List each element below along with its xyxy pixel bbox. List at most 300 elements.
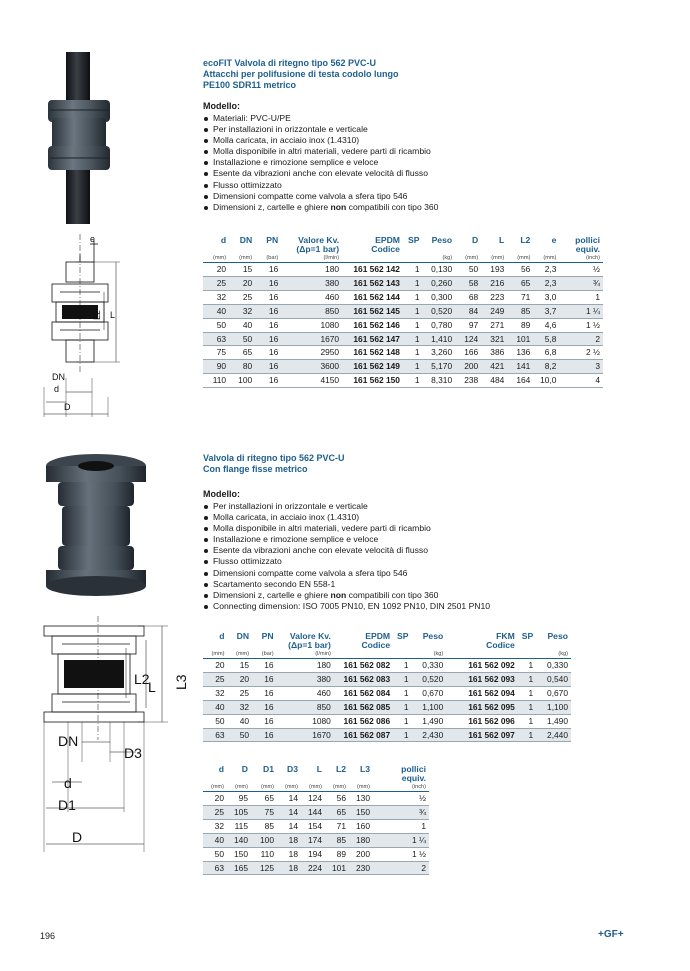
column-header-label: L bbox=[316, 764, 322, 774]
table-cell: 8,2 bbox=[544, 361, 557, 372]
column-unit bbox=[559, 254, 603, 263]
section1-text bbox=[203, 58, 623, 213]
column-header-sublabel bbox=[539, 641, 568, 650]
column-unit-label: (mm) bbox=[234, 784, 248, 790]
column-unit-label: (mm) bbox=[491, 255, 505, 261]
column-header-label: SP bbox=[521, 631, 534, 641]
table-cell: 180 bbox=[356, 834, 370, 845]
column-header-sublabel bbox=[352, 774, 370, 783]
table-cell: 3 bbox=[595, 361, 600, 372]
table-cell: 3,0 bbox=[544, 291, 557, 302]
column-header bbox=[228, 632, 253, 650]
column-header-sublabel bbox=[255, 641, 274, 650]
table-cell: 18 bbox=[288, 848, 298, 859]
table-cell: 0,520 bbox=[431, 305, 453, 316]
column-header-sublabel bbox=[406, 245, 420, 254]
column-header-sublabel bbox=[206, 641, 225, 650]
column-unit bbox=[251, 783, 277, 792]
column-header bbox=[277, 632, 334, 650]
table-cell: 3,260 bbox=[431, 347, 453, 358]
table-cell: 58 bbox=[468, 277, 479, 288]
table-row bbox=[203, 805, 429, 819]
table-cell: 140 bbox=[234, 834, 248, 845]
table-row bbox=[203, 263, 603, 277]
column-unit bbox=[203, 254, 229, 263]
feature-item: Scartamento secondo EN 558-1 bbox=[203, 579, 623, 590]
column-unit bbox=[255, 254, 281, 263]
diagram2-label-dn: DN bbox=[58, 733, 79, 749]
section2-table2-body bbox=[203, 792, 429, 875]
feature-item: Esente da vibrazioni anche con elevate velocità di flusso bbox=[203, 545, 623, 556]
table-cell: 56 bbox=[521, 264, 531, 274]
table-cell: 161 562 142 bbox=[353, 264, 400, 274]
column-unit bbox=[325, 783, 349, 792]
column-header-label: Peso bbox=[547, 631, 568, 641]
column-header bbox=[334, 632, 393, 650]
feature-item: Flusso ottimizzato bbox=[203, 556, 623, 567]
column-header-sublabel bbox=[206, 245, 226, 254]
section2-model-heading: Modello: bbox=[203, 489, 240, 499]
column-header-label: DN bbox=[236, 631, 250, 641]
column-header bbox=[423, 236, 456, 254]
column-header-sublabel bbox=[521, 641, 533, 650]
column-header-sublabel bbox=[254, 774, 274, 783]
table-row bbox=[203, 332, 603, 346]
feature-item bbox=[203, 590, 623, 601]
table-cell: 1 bbox=[414, 361, 420, 372]
table-row bbox=[203, 360, 603, 374]
table-cell: 0,670 bbox=[547, 687, 568, 698]
table-cell: 71 bbox=[521, 291, 531, 302]
section1-title-line: PE100 SDR11 metrico bbox=[203, 80, 297, 90]
table-cell: 110 bbox=[260, 848, 274, 859]
feature-text: compatibili con tipo 360 bbox=[346, 589, 439, 600]
table-cell: 1 bbox=[595, 291, 600, 302]
table-cell: 25 bbox=[216, 277, 227, 288]
table-cell: 25 bbox=[215, 673, 225, 684]
column-unit bbox=[403, 254, 423, 263]
table-cell: 50 bbox=[242, 333, 253, 344]
section2-table1-wrap bbox=[203, 632, 571, 742]
table-cell: 386 bbox=[490, 347, 505, 358]
column-header-sublabel bbox=[206, 774, 224, 783]
table-cell: 1 bbox=[403, 673, 409, 684]
table-cell: 25 bbox=[242, 291, 253, 302]
feature-item: Per installazioni in orizzontale e verticale bbox=[203, 501, 623, 512]
section1-title-line: Attacchi per polifusione di testa codolo lungo bbox=[203, 69, 399, 79]
column-header-sublabel bbox=[280, 774, 298, 783]
table-cell: 1670 bbox=[312, 729, 331, 740]
table-cell: 65 bbox=[264, 793, 274, 803]
table-cell: 136 bbox=[516, 347, 531, 358]
column-unit-label: (inch) bbox=[412, 784, 426, 790]
table-header-row bbox=[203, 765, 429, 783]
table-cell: 25 bbox=[214, 806, 224, 817]
table-cell: 89 bbox=[521, 319, 531, 330]
table-cell: 20 bbox=[242, 277, 253, 288]
column-unit bbox=[423, 254, 456, 263]
table-cell: 1 ½ bbox=[412, 848, 426, 859]
table-cell: 0,330 bbox=[422, 660, 444, 670]
column-header bbox=[533, 236, 559, 254]
diagram2-label-d-big: D bbox=[72, 829, 83, 845]
column-header-label: L2 bbox=[335, 764, 346, 774]
section2-text bbox=[203, 453, 623, 612]
diagram1-label-l2: L2 bbox=[92, 309, 102, 320]
column-header-label: FKM bbox=[496, 631, 515, 641]
table-cell: 130 bbox=[356, 793, 370, 803]
column-header-sublabel: (Δp=1 bar) bbox=[288, 640, 331, 650]
table-cell: 20 bbox=[239, 673, 250, 684]
table-cell: 2 ½ bbox=[586, 347, 600, 358]
column-header-label: D1 bbox=[263, 764, 274, 774]
column-header-label: EPDM bbox=[365, 631, 391, 641]
diagram1-label-dn: DN bbox=[52, 372, 65, 382]
table-cell: 16 bbox=[264, 729, 274, 740]
table-cell: ¾ bbox=[593, 277, 600, 288]
table-cell: 1,410 bbox=[431, 333, 453, 344]
feature-item: Molla disponibile in altri materiali, vedere parti di ricambio bbox=[203, 146, 623, 157]
diagram2-label-d3: D3 bbox=[124, 745, 142, 761]
table-cell: 16 bbox=[268, 375, 279, 386]
column-header bbox=[349, 765, 373, 783]
column-header-sublabel bbox=[536, 245, 556, 254]
table-cell: 141 bbox=[516, 361, 531, 372]
column-unit-label: (kg) bbox=[442, 255, 453, 261]
section2-title-line: Valvola di ritegno tipo 562 PVC-U bbox=[203, 453, 345, 463]
table-cell: 124 bbox=[308, 793, 322, 803]
section2-title-line: Con flange fisse metrico bbox=[203, 464, 308, 474]
table-cell: 161 562 082 bbox=[343, 660, 391, 670]
column-header-sublabel bbox=[458, 245, 478, 254]
column-header bbox=[536, 632, 571, 650]
column-unit bbox=[281, 254, 342, 263]
table-cell: 1,490 bbox=[547, 715, 568, 726]
table-cell: 15 bbox=[239, 660, 250, 670]
column-header bbox=[559, 236, 603, 254]
column-header-label: d bbox=[218, 764, 224, 774]
table-cell: 161 562 150 bbox=[353, 375, 400, 386]
column-header bbox=[252, 632, 277, 650]
column-unit bbox=[373, 783, 429, 792]
table-cell: 1 bbox=[414, 291, 420, 302]
table-cell: 1 bbox=[421, 820, 426, 831]
column-header bbox=[325, 765, 349, 783]
table-cell: 18 bbox=[288, 834, 298, 845]
table-cell: 16 bbox=[264, 701, 274, 712]
column-header-sublabel: equiv. bbox=[575, 244, 600, 254]
column-header-label: pollici bbox=[575, 235, 600, 245]
column-unit-label: (kg) bbox=[558, 651, 568, 657]
column-header bbox=[251, 765, 277, 783]
column-unit bbox=[252, 650, 277, 659]
table-cell: 50 bbox=[214, 848, 224, 859]
column-header bbox=[277, 765, 301, 783]
table-cell: 850 bbox=[325, 305, 340, 316]
table-cell: 1 bbox=[528, 687, 534, 698]
column-unit-label: (mm) bbox=[213, 255, 227, 261]
column-header-label: SP bbox=[397, 631, 409, 641]
feature-item: Flusso ottimizzato bbox=[203, 180, 623, 191]
table-cell: 32 bbox=[239, 701, 250, 712]
table-units-row bbox=[203, 783, 429, 792]
table-cell: 5,170 bbox=[431, 361, 453, 372]
column-header-sublabel bbox=[484, 245, 504, 254]
table-cell: 154 bbox=[308, 820, 322, 831]
table-cell: 105 bbox=[234, 806, 248, 817]
table-row bbox=[203, 304, 603, 318]
table-cell: 50 bbox=[239, 729, 250, 740]
table-cell: 63 bbox=[216, 333, 227, 344]
column-header bbox=[342, 236, 403, 254]
column-header-label: L2 bbox=[520, 235, 531, 245]
table-cell: 224 bbox=[308, 862, 322, 873]
section1-spec-table bbox=[203, 236, 603, 388]
column-header bbox=[507, 236, 533, 254]
diagram2-label-l: L bbox=[148, 679, 156, 695]
column-header-sublabel: equiv. bbox=[401, 773, 426, 783]
table-cell: 1 bbox=[414, 277, 420, 288]
column-unit bbox=[229, 254, 255, 263]
table-cell: 90 bbox=[216, 361, 227, 372]
table-cell: 1 bbox=[403, 729, 409, 740]
feature-item: Per installazioni in orizzontale e verticale bbox=[203, 124, 623, 135]
diagram2-label-l2: L2 bbox=[134, 671, 150, 687]
column-header-label: d bbox=[219, 631, 225, 641]
table-cell: 14 bbox=[288, 820, 298, 831]
table-cell: 161 562 145 bbox=[353, 305, 400, 316]
table-row bbox=[203, 659, 571, 673]
feature-bold: non bbox=[330, 201, 347, 212]
table-cell: 161 562 094 bbox=[468, 687, 515, 698]
table-cell: 161 562 086 bbox=[343, 715, 391, 726]
table-cell: 1,100 bbox=[422, 701, 444, 712]
table-cell: 180 bbox=[316, 660, 331, 670]
table-row bbox=[203, 728, 571, 742]
column-unit-label: (mm) bbox=[284, 784, 298, 790]
table-cell: 95 bbox=[238, 793, 248, 803]
column-unit-label: (mm) bbox=[239, 255, 253, 261]
section2-spec-table bbox=[203, 632, 571, 742]
table-cell: 1080 bbox=[320, 319, 340, 330]
column-unit bbox=[412, 650, 447, 659]
column-header-sublabel bbox=[328, 774, 346, 783]
section2-table1-body bbox=[203, 659, 571, 742]
feature-item bbox=[203, 202, 623, 213]
column-header-label: PN bbox=[266, 235, 279, 245]
table-cell: 150 bbox=[234, 848, 248, 859]
column-unit-label: (l/min) bbox=[323, 255, 340, 261]
section1-title bbox=[203, 58, 623, 91]
column-header-label: e bbox=[551, 235, 557, 245]
table-cell: 271 bbox=[490, 319, 505, 330]
table-cell: 40 bbox=[214, 834, 224, 845]
table-cell: 40 bbox=[242, 319, 253, 330]
table-cell: 100 bbox=[238, 375, 253, 386]
table-cell: 193 bbox=[490, 264, 505, 274]
section1-table-body bbox=[203, 263, 603, 388]
column-header bbox=[481, 236, 507, 254]
column-header-sublabel bbox=[232, 245, 252, 254]
column-header-label: EPDM bbox=[375, 235, 400, 245]
table-cell: 1 bbox=[528, 701, 534, 712]
column-header-sublabel bbox=[304, 774, 322, 783]
table-cell: 16 bbox=[268, 333, 279, 344]
table-units-row bbox=[203, 650, 571, 659]
table-cell: 5,8 bbox=[544, 333, 557, 344]
table-cell: 1 bbox=[414, 333, 420, 344]
table-cell: 85 bbox=[264, 820, 274, 831]
table-cell: 16 bbox=[264, 673, 274, 684]
column-header-sublabel: (Δp=1 bar) bbox=[296, 244, 340, 254]
column-header bbox=[203, 765, 227, 783]
table-cell: 1 bbox=[414, 264, 420, 274]
column-header-label: PN bbox=[261, 631, 274, 641]
table-cell: 380 bbox=[325, 277, 340, 288]
table-units-row bbox=[203, 254, 603, 263]
column-header-label: L bbox=[499, 235, 505, 245]
diagram2-label-d1: D1 bbox=[58, 797, 76, 813]
table-row bbox=[203, 672, 571, 686]
table-cell: 71 bbox=[336, 820, 346, 831]
column-header-sublabel: Codice bbox=[371, 244, 400, 254]
feature-item: Esente da vibrazioni anche con elevate velocità di flusso bbox=[203, 168, 623, 179]
table-cell: 63 bbox=[215, 729, 225, 740]
table-cell: 1 ½ bbox=[586, 319, 600, 330]
table-cell: 2950 bbox=[320, 347, 340, 358]
column-header bbox=[203, 236, 229, 254]
table-cell: 56 bbox=[336, 793, 346, 803]
column-unit bbox=[536, 650, 571, 659]
column-header bbox=[403, 236, 423, 254]
table-header-row bbox=[203, 236, 603, 254]
table-cell: 200 bbox=[464, 361, 479, 372]
column-header bbox=[281, 236, 342, 254]
table-cell: 1 bbox=[403, 660, 409, 670]
feature-item: Connecting dimension: ISO 7005 PN10, EN 1092 PN10, DIN 2501 PN10 bbox=[203, 601, 623, 612]
table-cell: 1 ¼ bbox=[412, 834, 426, 845]
table-cell: 16 bbox=[268, 319, 279, 330]
table-cell: 100 bbox=[260, 834, 274, 845]
column-unit bbox=[277, 650, 334, 659]
table-cell: 65 bbox=[242, 347, 253, 358]
column-unit-label: (mm) bbox=[308, 784, 322, 790]
table-cell: 75 bbox=[264, 806, 274, 817]
table-cell: 223 bbox=[490, 291, 505, 302]
table-cell: 32 bbox=[214, 820, 224, 831]
table-cell: 15 bbox=[242, 264, 253, 274]
feature-item: Dimensioni compatte come valvola a sfera tipo 546 bbox=[203, 568, 623, 579]
column-unit bbox=[277, 783, 301, 792]
column-unit-label: (inch) bbox=[586, 255, 600, 261]
table-row bbox=[203, 686, 571, 700]
table-cell: 161 562 147 bbox=[353, 333, 400, 344]
column-header-sublabel: Codice bbox=[361, 640, 391, 650]
table-cell: 32 bbox=[242, 305, 253, 316]
column-header-label: d bbox=[220, 235, 227, 245]
feature-item: Molla caricata, in acciaio inox (1.4310) bbox=[203, 135, 623, 146]
column-header bbox=[455, 236, 481, 254]
table-cell: 16 bbox=[268, 305, 279, 316]
table-cell: 161 562 084 bbox=[343, 687, 391, 698]
column-header bbox=[301, 765, 325, 783]
column-unit-label: (mm) bbox=[211, 651, 225, 657]
table-cell: 40 bbox=[216, 305, 227, 316]
table-cell: 25 bbox=[239, 687, 250, 698]
table-cell: ½ bbox=[419, 793, 426, 803]
table-cell: 161 562 148 bbox=[353, 347, 400, 358]
column-header-sublabel bbox=[258, 245, 278, 254]
table-cell: 2,430 bbox=[422, 729, 444, 740]
column-header-label: D3 bbox=[287, 764, 298, 774]
table-cell: 85 bbox=[336, 834, 346, 845]
table-cell: 0,300 bbox=[431, 291, 453, 302]
column-header-sublabel bbox=[426, 245, 453, 254]
table-row bbox=[203, 847, 429, 861]
feature-text: Dimensioni z, cartelle e ghiere bbox=[213, 589, 331, 600]
section2-feature-list bbox=[203, 501, 623, 612]
table-cell: 75 bbox=[216, 347, 227, 358]
column-unit bbox=[203, 783, 227, 792]
table-cell: 150 bbox=[356, 806, 370, 817]
column-unit bbox=[349, 783, 373, 792]
valve-diagram-ecofit bbox=[36, 232, 124, 418]
table-cell: 216 bbox=[490, 277, 505, 288]
table-cell: 1080 bbox=[312, 715, 331, 726]
column-unit-label: (mm) bbox=[465, 255, 479, 261]
column-unit bbox=[203, 650, 228, 659]
section1-table-wrap bbox=[203, 236, 603, 388]
column-unit-label: (mm) bbox=[210, 784, 224, 790]
table-cell: 50 bbox=[468, 264, 479, 274]
feature-text: compatibili con tipo 360 bbox=[346, 201, 439, 212]
table-cell: 1 ¼ bbox=[586, 305, 600, 316]
column-header bbox=[255, 236, 281, 254]
table-cell: 2,440 bbox=[547, 729, 568, 740]
table-row bbox=[203, 346, 603, 360]
table-cell: 1670 bbox=[320, 333, 340, 344]
table-cell: 1 bbox=[414, 319, 420, 330]
table-cell: 6,8 bbox=[544, 347, 557, 358]
table-cell: 238 bbox=[464, 375, 479, 386]
table-cell: 850 bbox=[316, 701, 331, 712]
column-unit bbox=[481, 254, 507, 263]
column-unit bbox=[518, 650, 536, 659]
column-unit-label: (mm) bbox=[332, 784, 346, 790]
table-cell: 68 bbox=[468, 291, 479, 302]
table-cell: 65 bbox=[521, 277, 531, 288]
column-header-sublabel bbox=[231, 641, 250, 650]
section1-table-head bbox=[203, 236, 603, 263]
gf-logo: +GF+ bbox=[598, 929, 624, 940]
table-cell: 32 bbox=[215, 687, 225, 698]
feature-text: Dimensioni z, cartelle e ghiere bbox=[213, 201, 331, 212]
table-row bbox=[203, 290, 603, 304]
feature-item: Installazione e rimozione semplice e veloce bbox=[203, 157, 623, 168]
column-header bbox=[518, 632, 536, 650]
table-cell: 1 bbox=[403, 687, 409, 698]
table-cell: 1 bbox=[403, 701, 409, 712]
table-cell: 2 bbox=[421, 862, 426, 873]
column-header-sublabel bbox=[415, 641, 444, 650]
table-cell: 0,780 bbox=[431, 319, 453, 330]
column-unit bbox=[446, 650, 518, 659]
feature-item: Materiali: PVC-U/PE bbox=[203, 113, 623, 124]
diagram1-label-d-big: D bbox=[64, 402, 71, 412]
column-unit-label: (mm) bbox=[236, 651, 250, 657]
column-header bbox=[446, 632, 518, 650]
table-cell: 165 bbox=[234, 862, 248, 873]
